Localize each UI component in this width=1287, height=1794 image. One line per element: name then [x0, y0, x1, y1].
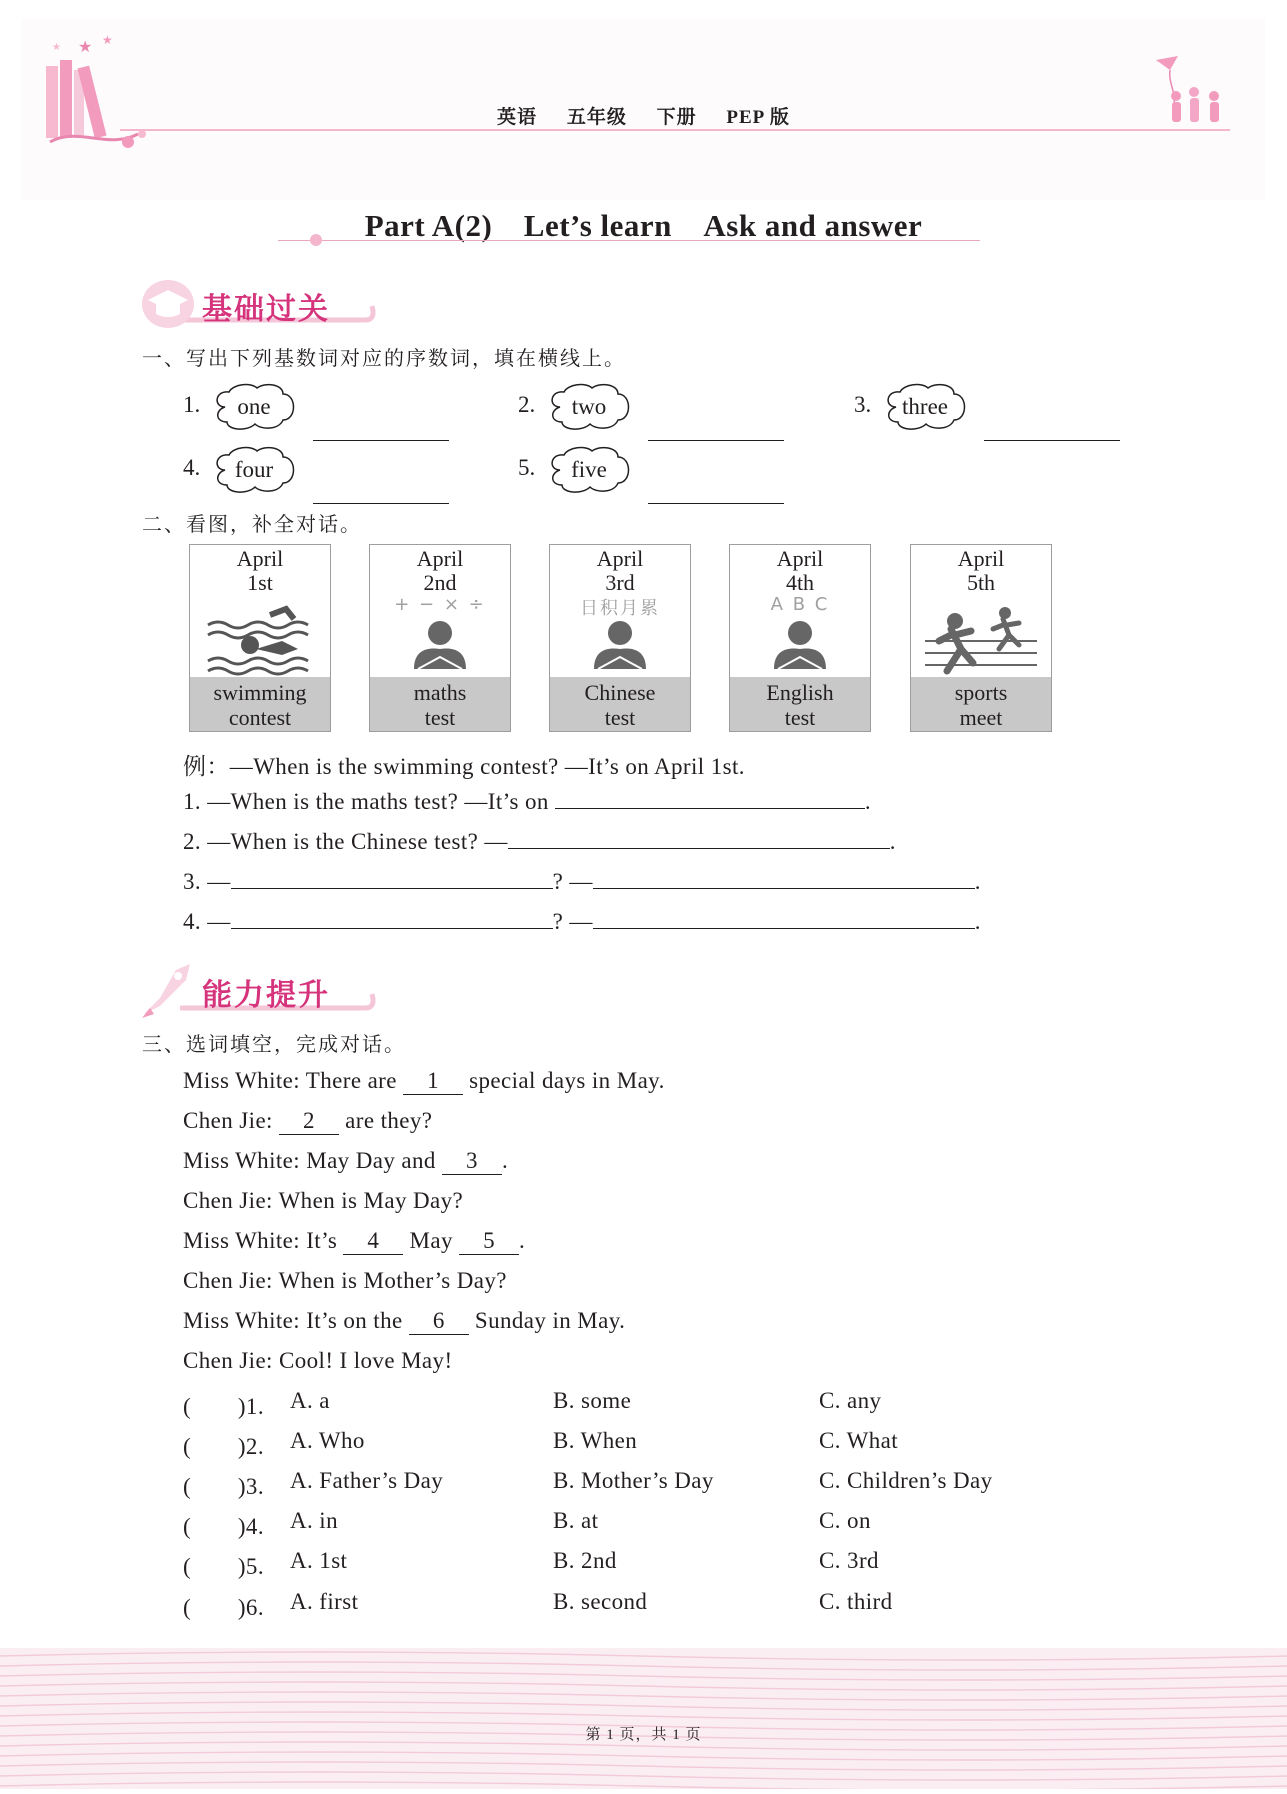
section-advanced-banner [140, 962, 380, 1020]
choice-b: B. second [553, 1589, 648, 1614]
event-card [729, 544, 871, 732]
q1-item [854, 382, 1134, 432]
card-day: 2nd [423, 570, 457, 595]
q1-item-number: 4. [183, 455, 201, 480]
event-card [549, 544, 691, 732]
line-end: . [889, 829, 896, 854]
line-dash: — [207, 909, 231, 934]
q1-word: one [237, 394, 271, 419]
fill-blank: 4 [343, 1228, 403, 1255]
answer-blank[interactable] [313, 420, 449, 441]
svg-text:★: ★ [102, 33, 113, 47]
card-symbols: 日积月累 [580, 598, 660, 619]
title-underline-dot [310, 234, 322, 246]
choice-c: C. any [819, 1388, 882, 1413]
choice-b: B. some [553, 1388, 632, 1413]
event-card [910, 544, 1052, 732]
question-blank[interactable] [231, 908, 553, 929]
choice-c: C. third [819, 1589, 893, 1614]
dialogue-text: Chen Jie: When is May Day? [183, 1188, 464, 1213]
q1-word: five [571, 457, 607, 482]
header-title [0, 102, 1287, 129]
q1-item [183, 382, 463, 432]
card-month: April [776, 546, 824, 571]
q2-example: 例：—When is the swimming contest? —It’s on April 1st. [183, 754, 745, 779]
q2-line [183, 828, 896, 855]
card-date [730, 547, 870, 595]
grade-label: 五年级 [566, 107, 627, 128]
answer-blank[interactable] [593, 868, 975, 889]
dialogue-text: . [519, 1228, 526, 1253]
choice-b: B. at [553, 1508, 599, 1533]
line-end: . [974, 869, 981, 894]
dialogue-text: Miss White: There are [183, 1068, 404, 1093]
q2-heading: 二、看图，补全对话。 [142, 512, 362, 536]
dialogue-line [183, 1228, 525, 1255]
card-date [550, 547, 690, 595]
dialogue-text: Chen Jie: Cool! I love May! [183, 1348, 453, 1373]
choice-c: C. 3rd [819, 1548, 879, 1573]
choice-a: A. Who [290, 1428, 365, 1453]
answer-blank[interactable] [593, 908, 975, 929]
student-icon [550, 605, 690, 677]
q2-line [183, 788, 871, 815]
volume-label: 下册 [656, 107, 697, 128]
dialogue-line [183, 1068, 665, 1095]
dialogue-line [183, 1108, 432, 1135]
dialogue-text: Chen Jie: [183, 1108, 279, 1133]
line-number: 2. [183, 829, 202, 854]
q1-item [183, 445, 463, 495]
line-qmark: ? [552, 909, 564, 934]
card-month: April [236, 546, 284, 571]
card-label-line2: test [784, 705, 816, 730]
line-end: . [864, 789, 872, 814]
subject-label: 英语 [497, 107, 538, 128]
dialogue-text: Sunday in May. [468, 1308, 626, 1333]
card-label-line1: sports [954, 680, 1008, 705]
choice-a: A. Father’s Day [290, 1468, 444, 1493]
card-label-line2: contest [228, 705, 292, 730]
dialogue-text: Miss White: It’s [183, 1228, 344, 1253]
card-label-line1: swimming [213, 680, 307, 705]
choice-b: B. When [553, 1428, 638, 1453]
line-qmark: ? [552, 869, 564, 894]
q2-line [183, 868, 981, 895]
page-header [0, 0, 1287, 205]
line-question: —When is the maths test? —It’s on [207, 789, 549, 814]
card-symbols: + − × ÷ [394, 594, 486, 615]
choice-b: B. Mother’s Day [553, 1468, 714, 1493]
dialogue-text: Miss White: May Day and [183, 1148, 442, 1173]
q1-item [518, 382, 798, 432]
fill-blank: 6 [409, 1308, 469, 1335]
event-card [369, 544, 511, 732]
runners-icon [911, 605, 1051, 677]
q1-item-number: 2. [518, 392, 536, 417]
student-icon [730, 605, 870, 677]
student-icon [370, 605, 510, 677]
line-number: 4. [183, 909, 202, 934]
card-date [370, 547, 510, 595]
books-decoration-icon [38, 30, 168, 150]
answer-blank[interactable] [555, 788, 865, 809]
dialogue-text: . [501, 1148, 509, 1173]
card-label [730, 677, 870, 731]
section-advanced-title: 能力提升 [202, 978, 330, 1013]
fill-blank: 5 [459, 1228, 519, 1255]
svg-text:★: ★ [52, 42, 61, 53]
event-card [189, 544, 331, 732]
q1-item-number: 5. [518, 455, 536, 480]
fill-blank: 3 [442, 1148, 502, 1175]
card-day: 3rd [605, 570, 635, 595]
choice-a: A. first [290, 1589, 359, 1614]
q2-line [183, 908, 981, 935]
choice-paren[interactable]: ( )5. [183, 1554, 264, 1579]
q1-word: two [571, 394, 607, 419]
dialogue-line [183, 1188, 463, 1214]
choice-paren[interactable]: ( )3. [183, 1474, 264, 1499]
card-date [190, 547, 330, 595]
fill-blank: 1 [403, 1068, 463, 1095]
lesson-title: Part A(2) Let’s learn Ask and answer [364, 208, 923, 243]
card-day: 4th [785, 570, 815, 595]
wavy-lines-pattern [0, 1648, 1287, 1789]
choice-c: C. on [819, 1508, 871, 1533]
line-question: —When is the Chinese test? — [207, 829, 508, 854]
card-month: April [416, 546, 464, 571]
choice-a: A. 1st [290, 1548, 348, 1573]
section-basic-title: 基础过关 [202, 292, 330, 327]
q1-word: four [234, 457, 274, 482]
line-number: 3. [183, 869, 202, 894]
card-label-line2: meet [959, 705, 1003, 730]
q1-heading: 一、写出下列基数词对应的序数词，填在横线上。 [142, 346, 626, 370]
q3-heading: 三、选词填空，完成对话。 [142, 1032, 406, 1056]
q1-word: three [902, 394, 948, 419]
card-label-line1: English [766, 680, 834, 705]
card-date [911, 547, 1051, 595]
card-label [911, 677, 1051, 731]
dialogue-line [183, 1308, 625, 1335]
line-dash: — [569, 869, 593, 894]
line-dash: — [207, 869, 231, 894]
card-day: 5th [966, 570, 996, 595]
card-day: 1st [247, 570, 273, 595]
footer-decoration [0, 1648, 1287, 1789]
dialogue-text: Miss White: It’s on the [183, 1308, 409, 1333]
question-blank[interactable] [231, 868, 553, 889]
line-end: . [974, 909, 981, 934]
line-number: 1. [183, 789, 202, 814]
card-label-line1: maths [413, 680, 467, 705]
answer-blank[interactable] [648, 420, 784, 441]
dialogue-line [183, 1348, 453, 1374]
card-label [190, 677, 330, 731]
card-label-line2: test [604, 705, 636, 730]
dialogue-line [183, 1148, 508, 1175]
dialogue-text: Chen Jie: When is Mother’s Day? [183, 1268, 507, 1293]
dialogue-text: special days in May. [463, 1068, 665, 1093]
answer-blank[interactable] [508, 828, 890, 849]
edition-label: PEP 版 [726, 107, 790, 128]
answer-blank[interactable] [648, 483, 784, 504]
card-month: April [957, 546, 1005, 571]
choice-paren[interactable]: ( )4. [183, 1514, 264, 1539]
choice-a: A. in [290, 1508, 338, 1533]
choice-paren[interactable]: ( )6. [183, 1595, 264, 1620]
q1-item-number: 1. [183, 392, 201, 417]
choice-c: C. What [819, 1428, 899, 1453]
svg-text:★: ★ [78, 39, 93, 56]
answer-blank[interactable] [313, 483, 449, 504]
card-label [550, 677, 690, 731]
dialogue-line [183, 1268, 507, 1294]
q1-item-number: 3. [854, 392, 872, 417]
choice-paren[interactable]: ( )1. [183, 1394, 264, 1419]
q1-item [518, 445, 798, 495]
choice-a: A. a [290, 1388, 330, 1413]
choice-c: C. Children’s Day [819, 1468, 993, 1493]
fill-blank: 2 [279, 1108, 339, 1135]
title-underline [278, 240, 980, 241]
dialogue-text: May [403, 1228, 460, 1253]
card-month: April [596, 546, 644, 571]
swimmer-icon [190, 605, 330, 677]
page-number: 第 1 页，共 1 页 [585, 1727, 702, 1743]
card-symbols: A B C [770, 594, 830, 615]
section-basic-banner [140, 276, 380, 334]
dialogue-text: are they? [339, 1108, 433, 1133]
answer-blank[interactable] [984, 420, 1120, 441]
card-label-line2: test [424, 705, 456, 730]
card-label-line1: Chinese [584, 680, 656, 705]
choice-paren[interactable]: ( )2. [183, 1434, 264, 1459]
line-dash: — [569, 909, 593, 934]
header-rule [120, 129, 1230, 131]
card-label [370, 677, 510, 731]
choice-b: B. 2nd [553, 1548, 617, 1573]
